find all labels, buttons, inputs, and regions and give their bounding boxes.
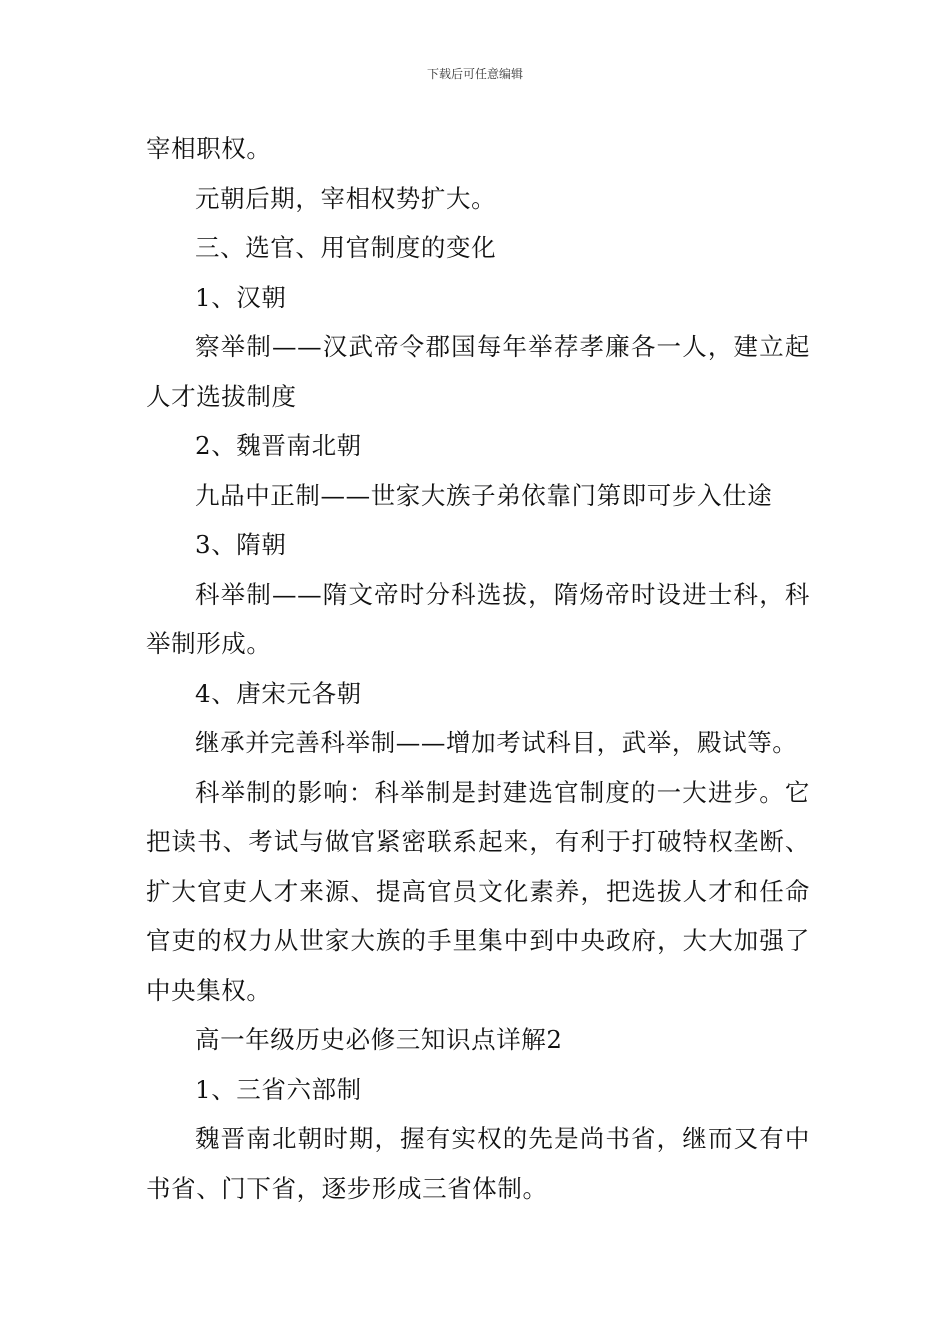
paragraph-jiupin: 九品中正制——世家大族子弟依靠门第即可步入仕途 (195, 480, 773, 510)
paragraph-2: 元朝后期，宰相权势扩大。 (195, 183, 497, 213)
paragraph-jicheng: 继承并完善科举制——增加考试科目，武举，殿试等。 (195, 728, 798, 757)
subheading-han: 1、汉朝 (195, 282, 287, 312)
subheading-sui: 3、隋朝 (195, 530, 287, 559)
paragraph-influence: 科举制的影响：科举制是封建选官制度的一大进步。它把读书、考试与做官紧密联系起来，有利于打破特权垄断、扩大官吏人才来源、提高官员文化素养，把选拔人才和任命官吏的权力从世家大族的手里集中到中央政府，大大加强了中央集权。 (146, 777, 810, 1005)
section-heading-3: 三、选官、用官制度的变化 (195, 233, 497, 262)
paragraph-1: 宰相职权。 (146, 134, 272, 163)
subheading-weijin: 2、魏晋南北朝 (195, 431, 362, 460)
document-body (146, 124, 810, 1213)
subheading-sansheng: 1、三省六部制 (195, 1074, 362, 1104)
paragraph-chaju: 察举制——汉武帝令郡国每年举荐孝廉各一人，建立起人才选拔制度 (146, 332, 810, 411)
subheading-tangsongyuan: 4、唐宋元各朝 (195, 678, 362, 708)
paragraph-keju: 科举制——隋文帝时分科选拔，隋炀帝时设进士科，科举制形成。 (146, 579, 810, 658)
paragraph-weijin-sansheng: 魏晋南北朝时期，握有实权的先是尚书省，继而又有中书省、门下省，逐步形成三省体制。 (146, 1124, 810, 1203)
section-title-2: 高一年级历史必修三知识点详解2 (195, 1025, 563, 1054)
page-header: 下载后可任意编辑 (426, 67, 523, 81)
